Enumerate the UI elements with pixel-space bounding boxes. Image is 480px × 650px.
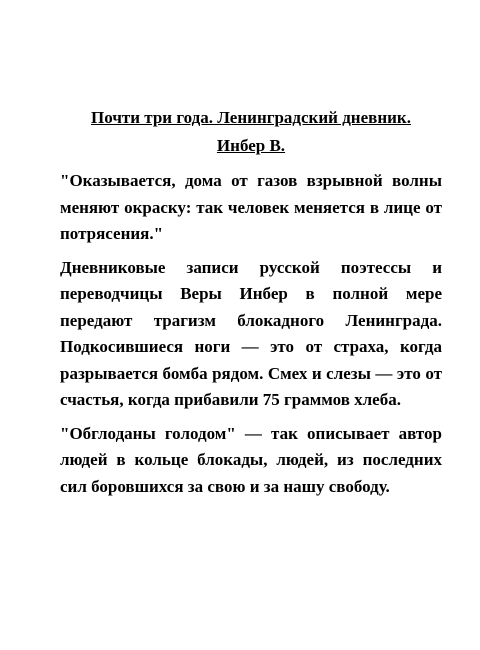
paragraph-description: Дневниковые записи русской поэтессы и переводчицы Веры Инбер в полной мере передают трагизм блокадного Ленинграда. Подкосившиеся ноги — это от страха, когда разрывается бомба рядом. Смех и слезы — это от счастья, когда прибавили 75 граммов хлеба. [60, 257, 442, 409]
document-title [60, 104, 442, 160]
document-page [60, 104, 442, 507]
title-line-2-author: Инбер В. [216, 136, 286, 155]
paragraph-quote: "Оказывается, дома от газов взрывной волны меняют окраску: так человек меняется в лице от потрясения." [60, 171, 442, 243]
title-line-1: Почти три года. Ленинградский дневник. [91, 108, 411, 127]
paragraph-conclusion: "Обглоданы голодом" — так описывает автор людей в кольце блокады, людей, из последних сил боровшихся за свою и за нашу свободу. [60, 423, 442, 496]
